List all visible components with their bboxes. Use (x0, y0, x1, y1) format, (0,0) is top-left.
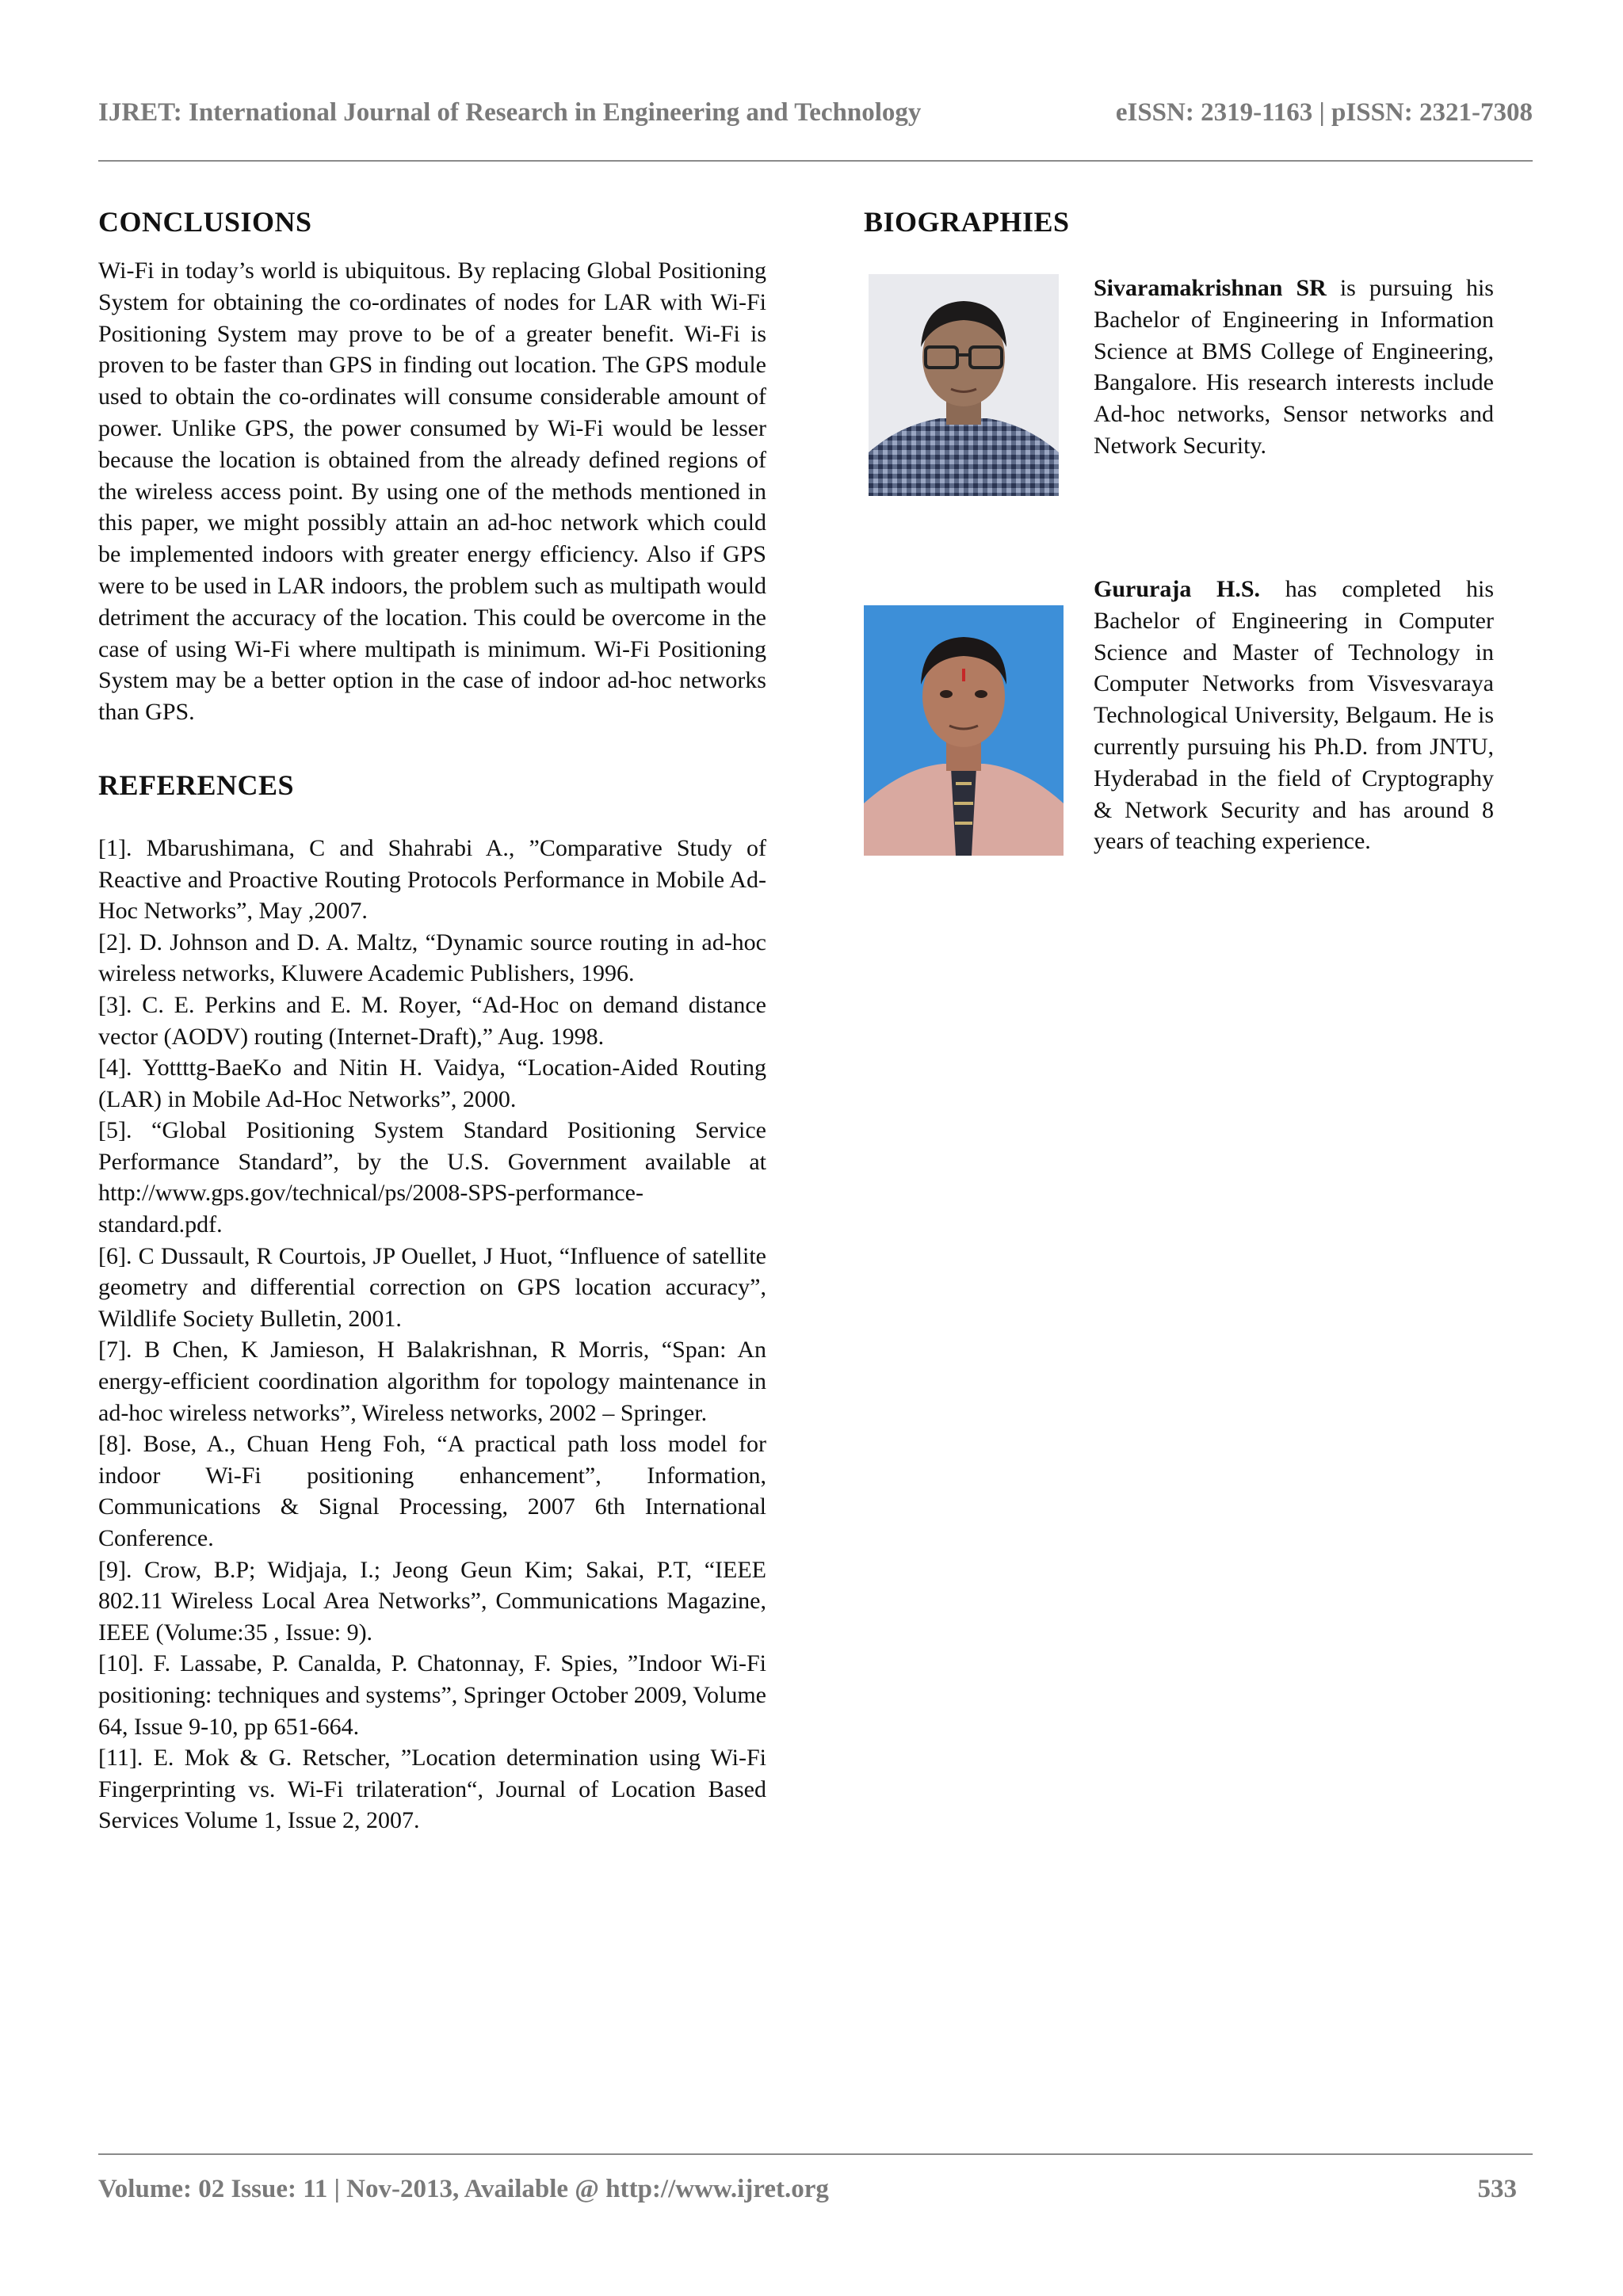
footer-rule (98, 2153, 1533, 2155)
volume-info: Volume: 02 Issue: 11 | Nov-2013, Available @ http://www.ijret.org (98, 2175, 829, 2203)
reference-item: [2]. D. Johnson and D. A. Maltz, “Dynamic source routing in ad-hoc wireless networks, Kluwere Academic Publishers, 1996. (98, 929, 766, 987)
conclusions-text: Wi-Fi in today’s world is ubiquitous. By replacing Global Positioning System for obtaining the co-ordinates of nodes for LAR with Wi-Fi Positioning System may prove to be of a greater benefit. Wi-Fi is proven to be faster than GPS in finding out location. The GPS module used to obtain the co-ordinates will consume considerable amount of power. Unlike GPS, the power consumed by Wi-Fi would be lesser because the location is obtained from the already defined regions of the wireless access point. By using one of the methods mentioned in this paper, we might possibly attain an ad-hoc network which could be implemented indoors with greater energy efficiency. Also if GPS were to be used in LAR indoors, the problem such as multipath would detriment the accuracy of the location. This could be overcome in the case of using Wi-Fi where multipath is minimum. Wi-Fi Positioning System may be a better option in the case of indoor ad-hoc networks than GPS. (98, 257, 766, 726)
reference-item: [5]. “Global Positioning System Standard Positioning Service Performance Standard”, by the U.S. Government available at http://www.gps.gov/technical/ps/2008-SPS-performance-standard.pdf. (98, 1117, 766, 1238)
left-column (98, 204, 766, 1836)
biography-sivaramakrishnan (864, 273, 1537, 526)
biographies-heading: BIOGRAPHIES (864, 206, 1070, 238)
issn-text: eISSN: 2319-1163 | pISSN: 2321-7308 (1115, 98, 1533, 127)
portrait-image (869, 274, 1059, 496)
journal-title: IJRET: International Journal of Research in Engineering and Technology (98, 98, 922, 127)
author-name: Gururaja H.S. (1094, 576, 1261, 602)
author-bio: is pursuing his Bachelor of Engineering in Information Science at BMS College of Engineering, Bangalore. His research interests include Ad-hoc networks, Sensor networks and Network Security. (1094, 275, 1494, 459)
biography-gururaja (864, 574, 1537, 946)
author-bio: has completed his Bachelor of Engineering in Computer Science and Master of Technology in Computer Networks from Visvesvaraya Technological University, Belgaum. He is currently pursuing his Ph.D. from JNTU, Hyderabad in the field of Cryptography & Network Security and has around 8 years of teaching experience. (1094, 576, 1494, 855)
references-heading: REFERENCES (98, 769, 295, 801)
references-list (98, 833, 766, 1836)
author-name: Sivaramakrishnan SR (1094, 275, 1327, 301)
page-number: 533 (1477, 2175, 1517, 2203)
author-photo-2 (864, 605, 1064, 856)
reference-item: [7]. B Chen, K Jamieson, H Balakrishnan, R Morris, “Span: An energy-efficient coordination algorithm for topology maintenance in ad-hoc wireless networks”, Wireless networks, 2002 – Springer. (98, 1337, 766, 1426)
reference-item: [6]. C Dussault, R Courtois, JP Ouellet, J Huot, “Influence of satellite geometry and differential correction on GPS location accuracy”, Wildlife Society Bulletin, 2001. (98, 1242, 766, 1332)
reference-item: [4]. Yottttg-BaeKo and Nitin H. Vaidya, “Location-Aided Routing (LAR) in Mobile Ad-Hoc Networks”, 2000. (98, 1055, 766, 1112)
reference-item: [11]. E. Mok & G. Retscher, ”Location determination using Wi-Fi Fingerprinting vs. Wi-Fi trilateration“, Journal of Location Based Services Volume 1, Issue 2, 2007. (98, 1745, 766, 1834)
conclusions-heading: CONCLUSIONS (98, 206, 312, 238)
reference-item: [1]. Mbarushimana, C and Shahrabi A., ”Comparative Study of Reactive and Proactive Routing Protocols Performance in Mobile Ad-Hoc Networks”, May ,2007. (98, 834, 766, 925)
reference-item: [10]. F. Lassabe, P. Canalda, P. Chatonnay, F. Spies, ”Indoor Wi-Fi positioning: techniques and systems”, Springer October 2009, Volume 64, Issue 9-10, pp 651-664. (98, 1650, 766, 1740)
reference-item: [9]. Crow, B.P; Widjaja, I.; Jeong Geun Kim; Sakai, P.T, “IEEE 802.11 Wireless Local Area Networks”, Communications Magazine, IEEE (Volume:35 , Issue: 9). (98, 1556, 766, 1646)
biography-text-1 (1094, 273, 1494, 462)
header-rule (98, 160, 1533, 162)
biography-text-2 (1094, 574, 1494, 857)
right-column (864, 204, 1537, 946)
portrait-image (864, 605, 1064, 856)
reference-item: [3]. C. E. Perkins and E. M. Royer, “Ad-Hoc on demand distance vector (AODV) routing (Internet-Draft),” Aug. 1998. (98, 991, 766, 1050)
reference-item: [8]. Bose, A., Chuan Heng Foh, “A practical path loss model for indoor Wi-Fi positioning enhancement”, Information, Communications & Signal Processing, 2007 6th International Conference. (98, 1431, 766, 1552)
author-photo-1 (869, 274, 1059, 496)
